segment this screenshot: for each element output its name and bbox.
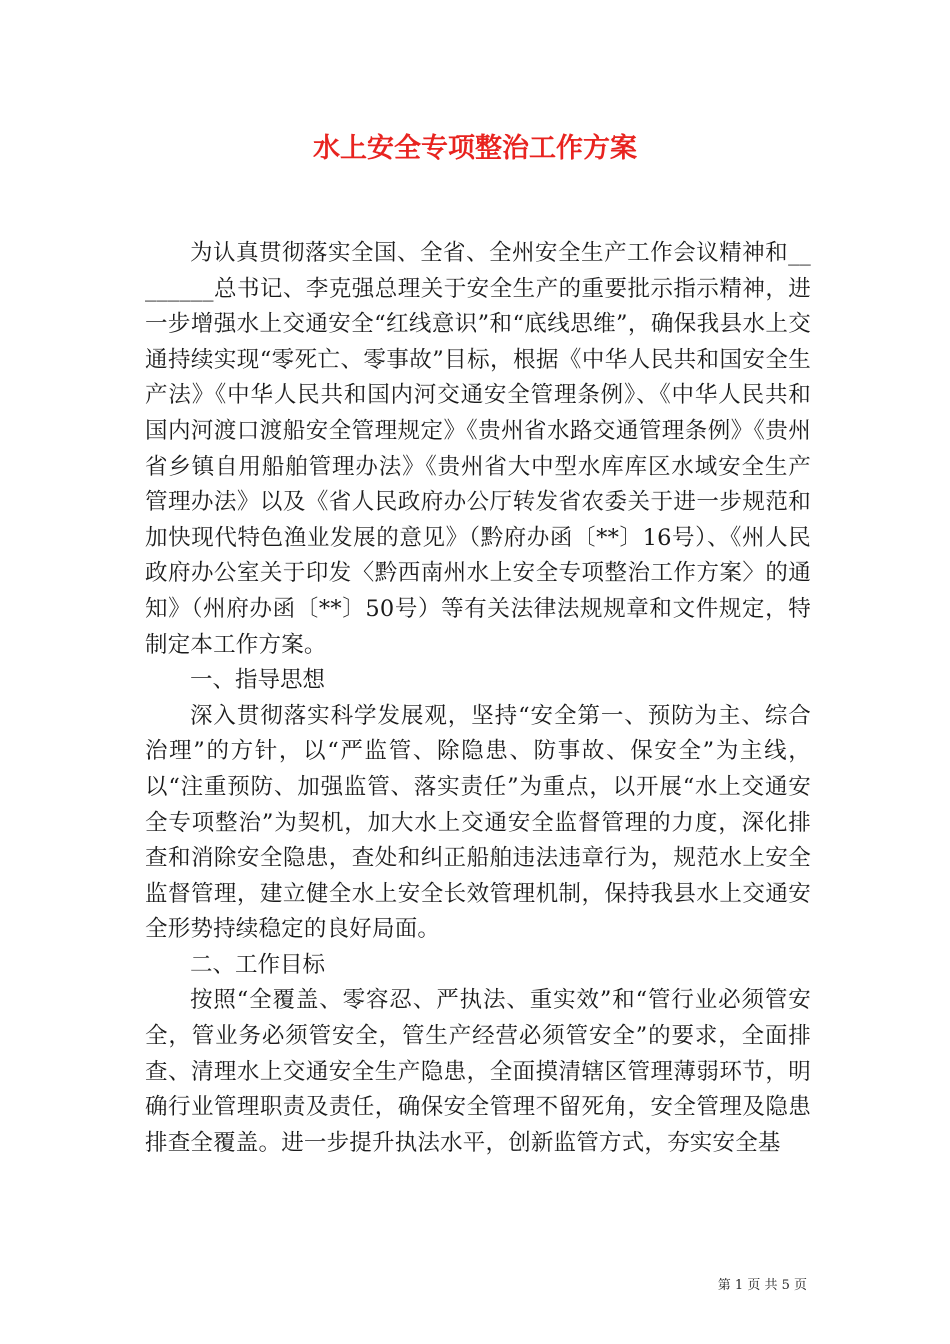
intro-paragraph: 为认真贯彻落实全国、全省、全州安全生产工作会议精神和________总书记、李克强总理关于安全生产的重要批示指示精神，进一步增强水上交通安全“红线意识”和“底线思维”，确保我县水上交通持续实现“零死亡、零事故”目标，根据《中华人民共和国安全生产法》《中华人民共和国内河交通安全管理条例》、《中华人民共和国内河渡口渡船安全管理规定》《贵州省水路交通管理条例》《贵州省乡镇自用船舶管理办法》《贵州省大中型水库库区水域安全生产管理办法》以及《省人民政府办公厅转发省农委关于进一步规范和加快现代特色渔业发展的意见》（黔府办函〔**〕16号）、《州人民政府办公室关于印发〈黔西南州水上安全专项整治工作方案〉的通知》（州府办函〔**〕50号）等有关法律法规规章和文件规定，特制定本工作方案。 xyxy=(145,240,811,658)
page-title: 水上安全专项整治工作方案 xyxy=(313,133,637,164)
section-heading-work-goals: 二、工作目标 xyxy=(190,951,326,978)
section-body-guiding-ideology: 深入贯彻落实科学发展观，坚持“安全第一、预防为主、综合治理”的方针，以“严监管、除隐患、防事故、保安全”为主线，以“注重预防、加强监管、落实责任”为重点，以开展“水上交通安全专项整治”为契机，加大水上交通安全监督管理的力度，深化排查和消除安全隐患，查处和纠正船舶违法违章行为，规范水上安全监督管理，建立健全水上安全长效管理机制，保持我县水上交通安全形势持续稳定的良好局面。 xyxy=(145,702,811,943)
section-heading-guiding-ideology: 一、指导思想 xyxy=(190,667,326,694)
section-body-work-goals: 按照“全覆盖、零容忍、严执法、重实效”和“管行业必须管安全，管业务必须管安全，管生产经营必须管安全”的要求，全面排查、清理水上交通安全生产隐患，全面摸清辖区管理薄弱环节，明确行业管理职责及责任，确保安全管理不留死角，安全管理及隐患排查全覆盖。进一步提升执法水平，创新监管方式，夯实安全基 xyxy=(145,987,811,1156)
page-number: 第 1 页 共 5 页 xyxy=(717,1278,807,1293)
document-body xyxy=(145,236,811,1161)
